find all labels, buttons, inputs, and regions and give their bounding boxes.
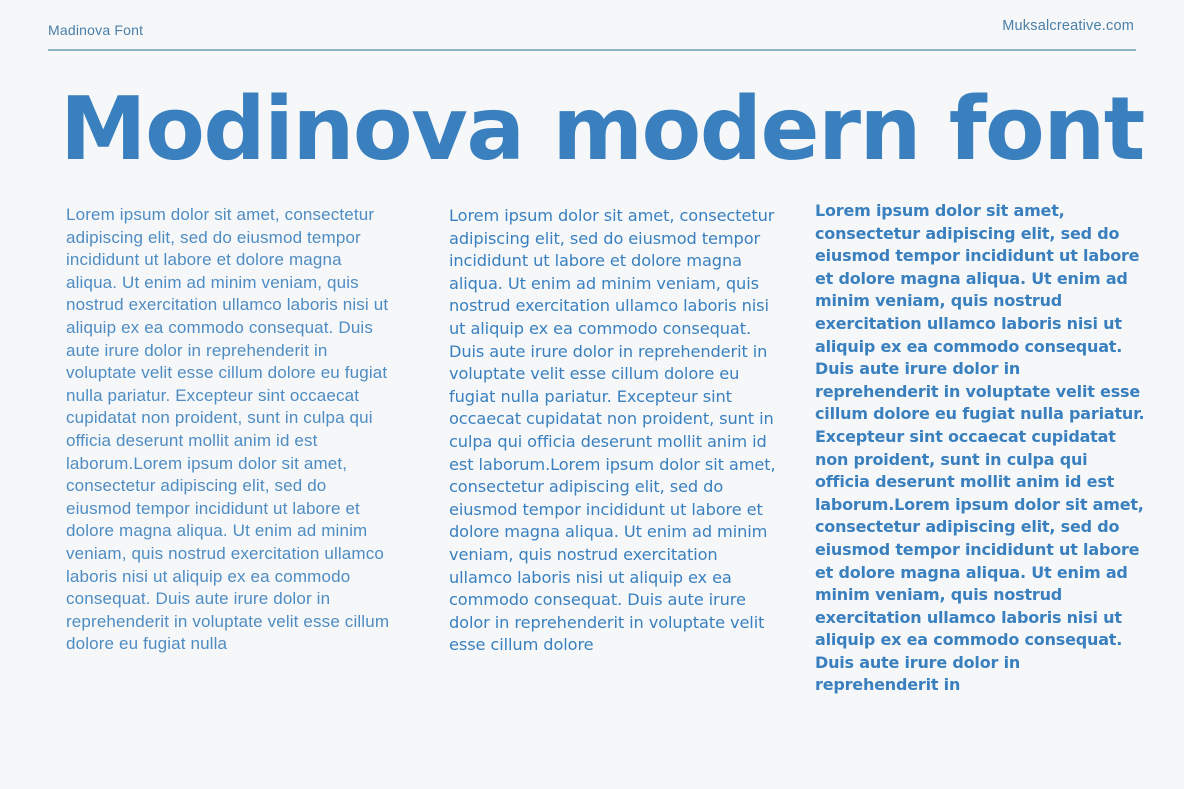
- header-website-link[interactable]: Muksalcreative.com: [1002, 18, 1134, 34]
- body-column-bold: Lorem ipsum dolor sit amet, consectetur adipiscing elit, sed do eiusmod tempor incididunt ut labore et dolore magna aliqua. Ut enim ad minim veniam, quis nostrud exercitation ullamco laboris nisi ut aliquip ex ea commodo consequat. Duis aute irure dolor in reprehenderit in voluptate velit esse cillum dolore eu fugiat nulla pariatur. Excepteur sint occaecat cupidatat non proident, sunt in culpa qui officia deserunt mollit anim id est laborum.Lorem ipsum dolor sit amet, consectetur adipiscing elit, sed do eiusmod tempor incididunt ut labore et dolore magna aliqua. Ut enim ad minim veniam, quis nostrud exercitation ullamco laboris nisi ut aliquip ex ea commodo consequat. Duis aute irure dolor in reprehenderit in: [815, 201, 1145, 695]
- header-left-label: Madinova Font: [48, 22, 144, 38]
- header-divider: [48, 49, 1136, 51]
- body-column-light: Lorem ipsum dolor sit amet, consectetur adipiscing elit, sed do eiusmod tempor incididunt ut labore et dolore magna aliqua. Ut enim ad minim veniam, quis nostrud exercitation ullamco laboris nisi ut aliquip ex ea commodo consequat. Duis aute irure dolor in reprehenderit in voluptate velit esse cillum dolore eu fugiat nulla pariatur. Excepteur sint occaecat cupidatat non proident, sunt in culpa qui officia deserunt mollit anim id est laborum.Lorem ipsum dolor sit amet, consectetur adipiscing elit, sed do eiusmod tempor incididunt ut labore et dolore magna aliqua. Ut enim ad minim veniam, quis nostrud exercitation ullamco laboris nisi ut aliquip ex ea commodo consequat. Duis aute irure dolor in reprehenderit in voluptate velit esse cillum dolore eu fugiat nulla: [66, 205, 390, 654]
- body-column-regular: Lorem ipsum dolor sit amet, consectetur adipiscing elit, sed do eiusmod tempor incididunt ut labore et dolore magna aliqua. Ut enim ad minim veniam, quis nostrud exercitation ullamco laboris nisi ut aliquip ex ea commodo consequat. Duis aute irure dolor in reprehenderit in voluptate velit esse cillum dolore eu fugiat nulla pariatur. Excepteur sint occaecat cupidatat non proident, sunt in culpa qui officia deserunt mollit anim id est laborum.Lorem ipsum dolor sit amet, consectetur adipiscing elit, sed do eiusmod tempor incididunt ut labore et dolore magna aliqua. Ut enim ad minim veniam, quis nostrud exercitation ullamco laboris nisi ut aliquip ex ea commodo consequat. Duis aute irure dolor in reprehenderit in voluptate velit esse cillum dolore: [449, 206, 776, 655]
- headline: Modinova modern font: [60, 78, 1144, 180]
